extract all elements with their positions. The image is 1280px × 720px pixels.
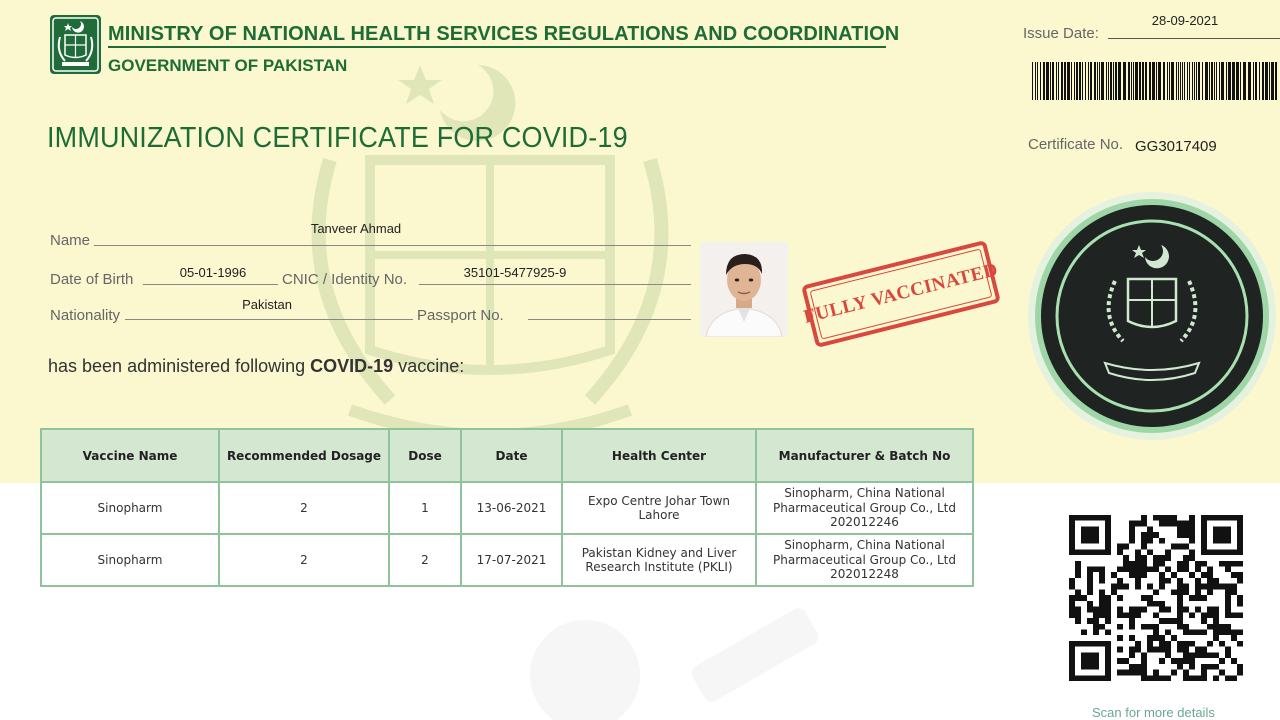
government-name: GOVERNMENT OF PAKISTAN [108, 56, 348, 75]
statement-prefix: has been administered following [48, 356, 311, 376]
certificate-no-label: Certificate No. [1028, 136, 1124, 153]
cell-date: 13-06-2021 [461, 482, 562, 534]
nationality-line [125, 319, 413, 320]
statement-suffix: vaccine: [393, 356, 465, 376]
issue-date-value: 28-09-2021 [1151, 13, 1219, 28]
col-vaccine-name: Vaccine Name [41, 429, 219, 482]
scan-caption: Scan for more details [1092, 705, 1215, 720]
cnic-label: CNIC / Identity No. [282, 271, 408, 288]
administered-statement [48, 356, 464, 377]
name-line [94, 245, 691, 246]
col-health-center: Health Center [562, 429, 756, 482]
col-date: Date [461, 429, 562, 482]
cell-center: Expo Centre Johar Town Lahore [562, 482, 756, 534]
holder-photo [700, 242, 788, 337]
barcode [1030, 62, 1278, 100]
cnic-line [419, 284, 691, 285]
col-dose: Dose [389, 429, 461, 482]
manufacturer-name: Sinopharm, China National Pharmaceutical Group Co., Ltd [773, 538, 956, 567]
table-header-row [41, 429, 973, 482]
cell-manufacturer [756, 482, 973, 534]
cell-center: Pakistan Kidney and Liver Research Institute (PKLI) [562, 534, 756, 586]
cell-dose: 2 [389, 534, 461, 586]
manufacturer-name: Sinopharm, China National Pharmaceutical Group Co., Ltd [773, 486, 956, 515]
issue-date-label: Issue Date: [1023, 25, 1099, 42]
dob-value: 05-01-1996 [179, 265, 247, 280]
government-seal [1027, 191, 1277, 441]
statement-vaccine: COVID-19 [310, 356, 394, 376]
cell-date: 17-07-2021 [461, 534, 562, 586]
ministry-name: MINISTRY OF NATIONAL HEALTH SERVICES REGULATIONS AND COORDINATION [108, 23, 900, 45]
name-label: Name [50, 232, 91, 249]
nationality-label: Nationality [50, 307, 121, 324]
cell-recommended: 2 [219, 482, 389, 534]
cell-recommended: 2 [219, 534, 389, 586]
watermark-emblem [270, 40, 710, 470]
certificate-no-value: GG3017409 [1135, 138, 1217, 155]
cell-vaccine: Sinopharm [41, 534, 219, 586]
issue-date-line [1108, 38, 1280, 39]
pakistan-emblem-logo [50, 15, 101, 74]
certificate-title: IMMUNIZATION CERTIFICATE FOR COVID-19 [47, 122, 628, 154]
stamp-text: FULLY VACCINATED [801, 259, 1001, 328]
cell-manufacturer [756, 534, 973, 586]
cell-dose: 1 [389, 482, 461, 534]
col-manufacturer: Manufacturer & Batch No [756, 429, 973, 482]
table-row [41, 534, 973, 586]
qr-code[interactable] [1069, 515, 1243, 681]
watermark-virus [510, 595, 840, 720]
cell-vaccine: Sinopharm [41, 482, 219, 534]
dob-line [143, 284, 278, 285]
name-value: Tanveer Ahmad [310, 221, 402, 236]
passport-label: Passport No. [417, 307, 504, 324]
passport-line [528, 319, 691, 320]
ministry-underline [108, 46, 886, 48]
batch-number: 202012246 [830, 515, 899, 530]
table-row [41, 482, 973, 534]
col-recommended-dosage: Recommended Dosage [219, 429, 389, 482]
nationality-value: Pakistan [242, 297, 292, 312]
cnic-value: 35101-5477925-9 [463, 265, 567, 280]
dob-label: Date of Birth [50, 271, 134, 288]
batch-number: 202012248 [830, 567, 899, 582]
vaccine-table [40, 428, 974, 587]
